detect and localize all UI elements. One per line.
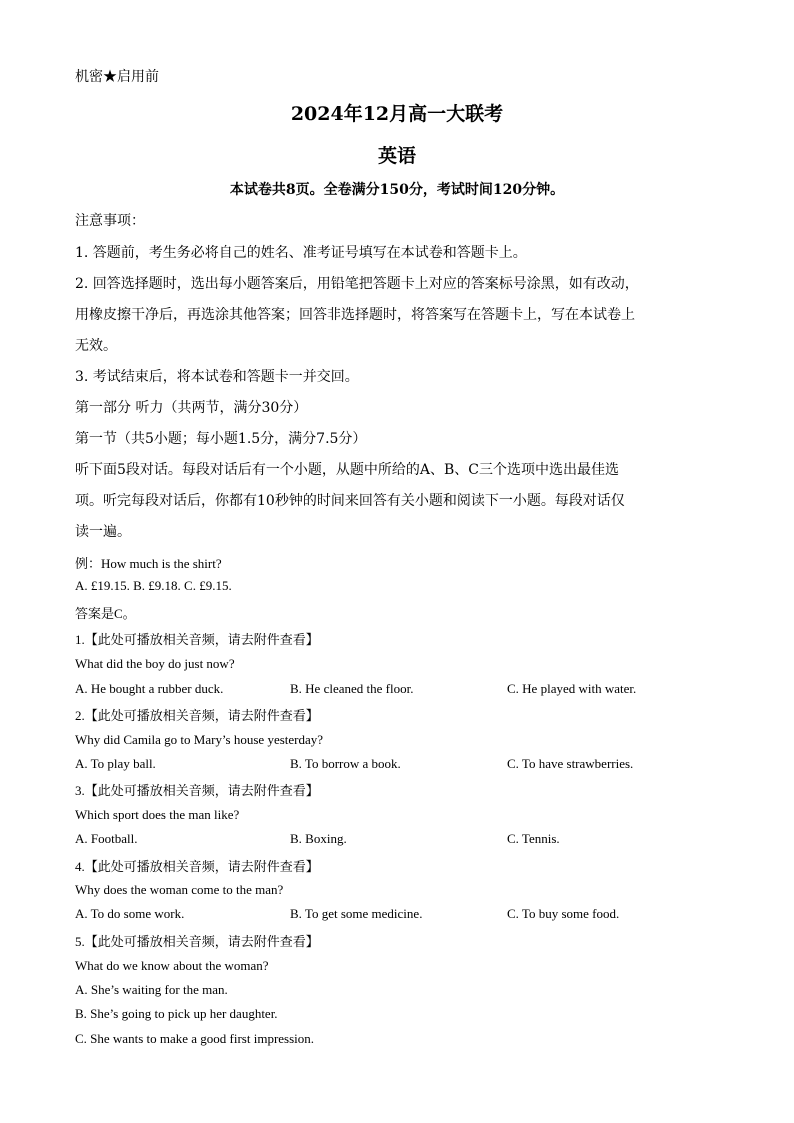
audio-placeholder[interactable]: 2.【此处可播放相关音频，请去附件查看】 bbox=[75, 708, 319, 723]
notice-item-2-line-3: 无效。 bbox=[75, 338, 117, 354]
instructions-line-3: 读一遍。 bbox=[75, 524, 131, 540]
question-stem: Why did Camila go to Mary’s house yesterday? bbox=[75, 732, 324, 747]
option-c: C. He played with water. bbox=[507, 681, 637, 696]
question-stem: Which sport does the man like? bbox=[75, 807, 240, 822]
exam-title: 2024年12月高一大联考 bbox=[290, 103, 504, 125]
instructions-line-1: 听下面5段对话。每段对话后有一个小题，从题中所给的A、B、C三个选项中选出最佳选 bbox=[75, 462, 620, 478]
option-b: B. To get some medicine. bbox=[290, 906, 423, 921]
option-a: A. To play ball. bbox=[75, 756, 156, 771]
notice-heading: 注意事项： bbox=[75, 213, 145, 229]
notice-item-1: 1. 答题前，考生务必将自己的姓名、准考证号填写在本试卷和答题卡上。 bbox=[75, 245, 527, 261]
audio-placeholder[interactable]: 4.【此处可播放相关音频，请去附件查看】 bbox=[75, 859, 319, 874]
audio-placeholder[interactable]: 3.【此处可播放相关音频，请去附件查看】 bbox=[75, 783, 319, 798]
notice-item-2-line-1: 2. 回答选择题时，选出每小题答案后，用铅笔把答题卡上对应的答案标号涂黑，如有改动， bbox=[75, 276, 639, 292]
option-a: A. To do some work. bbox=[75, 906, 185, 921]
subject-title: 英语 bbox=[377, 145, 416, 167]
option-b: B. Boxing. bbox=[290, 831, 347, 846]
question-stem: What do we know about the woman? bbox=[75, 958, 269, 973]
question-stem: What did the boy do just now? bbox=[75, 656, 235, 671]
notice-item-3: 3. 考试结束后，将本试卷和答题卡一并交回。 bbox=[75, 369, 359, 385]
example-options: A. £19.15. B. £9.18. C. £9.15. bbox=[75, 578, 232, 593]
option-c: C. To have strawberries. bbox=[507, 756, 634, 771]
exam-info: 本试卷共8页。全卷满分150分，考试时间120分钟。 bbox=[229, 182, 565, 198]
option-a: A. She’s waiting for the man. bbox=[75, 982, 228, 997]
confidential-label: 机密★启用前 bbox=[75, 69, 159, 85]
question-stem: Why does the woman come to the man? bbox=[75, 882, 284, 897]
option-b: B. She’s going to pick up her daughter. bbox=[75, 1006, 278, 1021]
audio-placeholder[interactable]: 5.【此处可播放相关音频，请去附件查看】 bbox=[75, 934, 319, 949]
option-c: C. Tennis. bbox=[507, 831, 560, 846]
option-b: B. To borrow a book. bbox=[290, 756, 401, 771]
option-a: A. Football. bbox=[75, 831, 138, 846]
instructions-line-2: 项。听完每段对话后，你都有10秒钟的时间来回答有关小题和阅读下一小题。每段对话仅 bbox=[75, 493, 625, 509]
option-c: C. She wants to make a good first impression. bbox=[75, 1031, 315, 1046]
audio-placeholder[interactable]: 1.【此处可播放相关音频，请去附件查看】 bbox=[75, 632, 319, 647]
option-a: A. He bought a rubber duck. bbox=[75, 681, 224, 696]
part1-heading: 第一部分 听力（共两节，满分30分） bbox=[75, 400, 308, 416]
option-b: B. He cleaned the floor. bbox=[290, 681, 414, 696]
option-c: C. To buy some food. bbox=[507, 906, 620, 921]
example-question: 例：How much is the shirt? bbox=[75, 556, 222, 571]
section1-heading: 第一节（共5小题；每小题1.5分，满分7.5分） bbox=[75, 431, 367, 447]
notice-item-2-line-2: 用橡皮擦干净后，再选涂其他答案；回答非选择题时，将答案写在答题卡上，写在本试卷上 bbox=[75, 307, 635, 323]
example-answer: 答案是C。 bbox=[75, 606, 136, 621]
